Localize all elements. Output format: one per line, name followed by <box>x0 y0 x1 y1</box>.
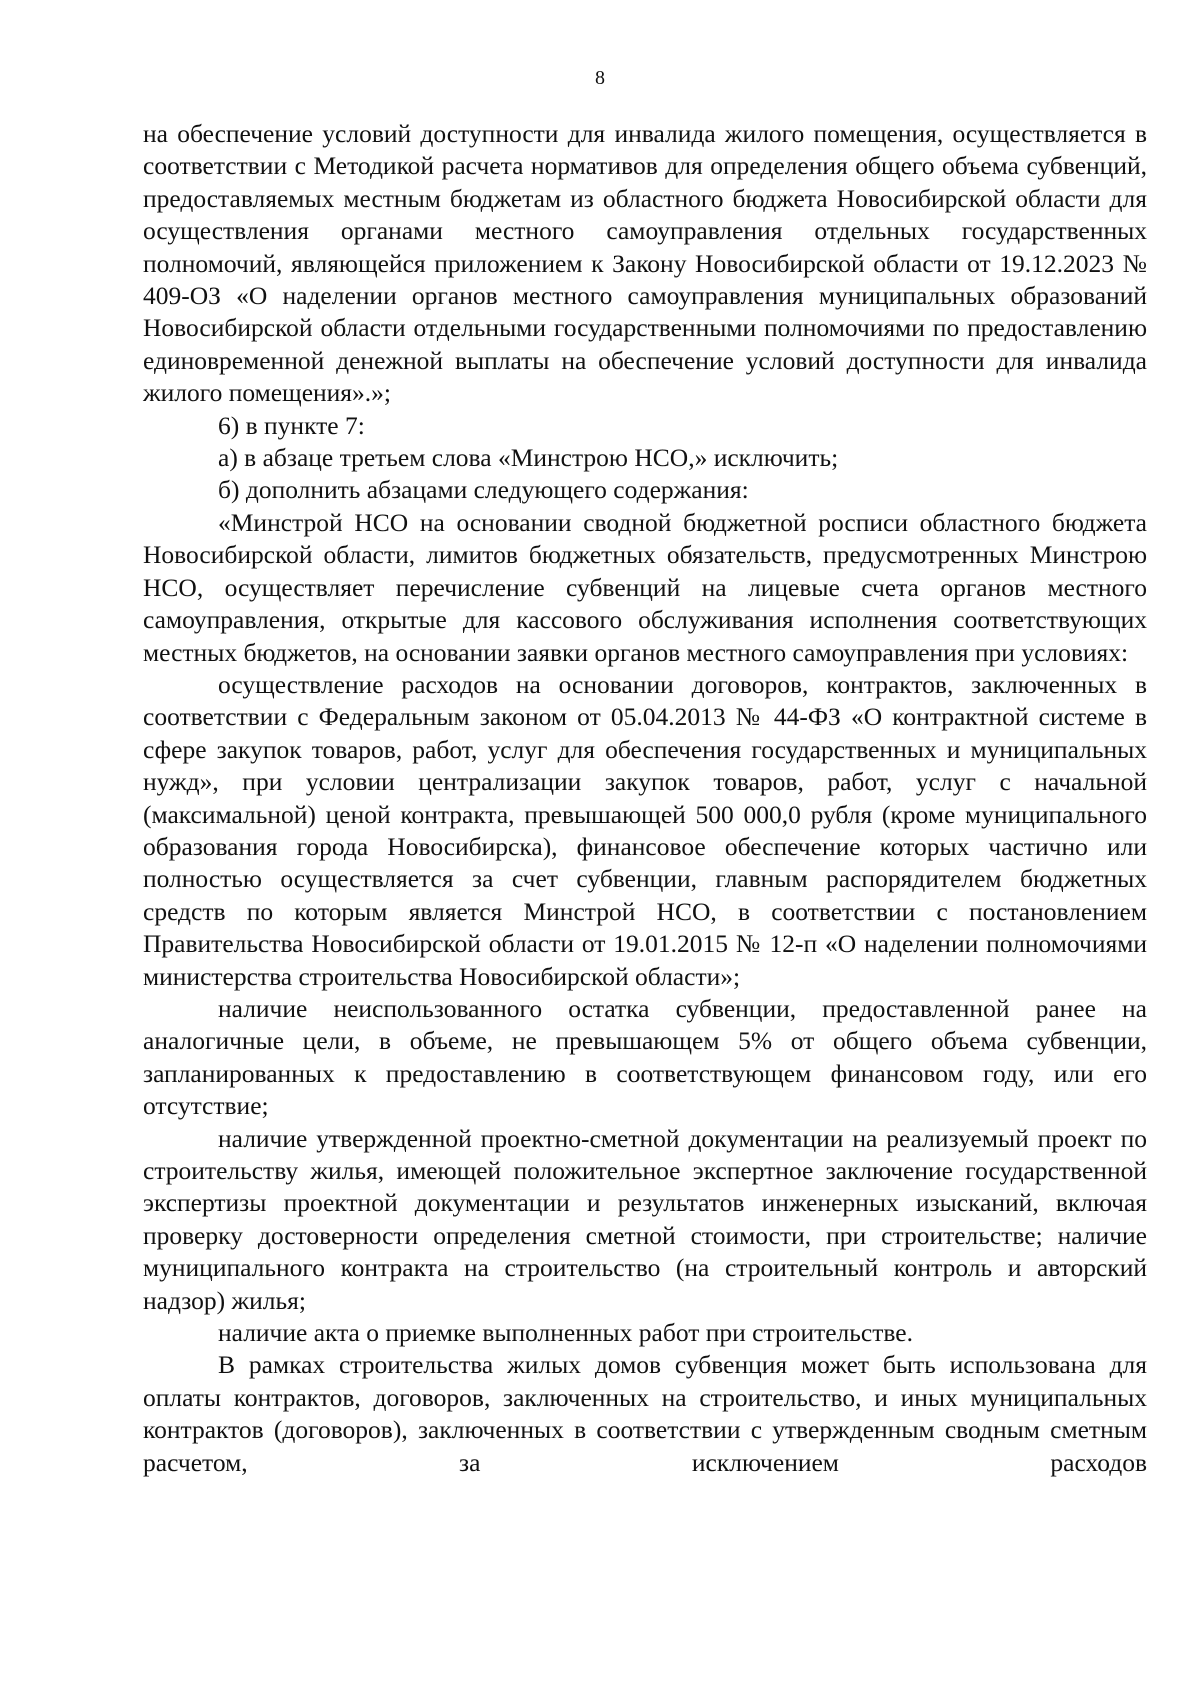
paragraph-continuation: на обеспечение условий доступности для инвалида жилого помещения, осуществляется в соответствии с Методикой расчета нормативов для определения общего объема субвенций, предоставляемых местным бюджетам из областного бюджета Новосибирской области для осуществления органами местного самоуправления отдельных государственных полномочий, являющейся приложением к Закону Новосибирской области от 19.12.2023 № 409-ОЗ «О наделении органов местного самоуправления муниципальных образований Новосибирской области отдельными государственными полномочиями по предоставлению единовременной денежной выплаты на обеспечение условий доступности для инвалида жилого помещения».»; <box>143 119 1147 408</box>
document-body <box>143 118 1147 1479</box>
paragraph-condition-contracts: осуществление расходов на основании договоров, контрактов, заключенных в соответствии с Федеральным законом от 05.04.2013 № 44-ФЗ «О контрактной системе в сфере закупок товаров, работ, услуг для обеспечения государственных и муниципальных нужд», при условии централизации закупок товаров, работ, услуг с начальной (максимальной) ценой контракта, превышающей 500 000,0 рубля (кроме муниципального образования города Новосибирска), финансовое обеспечение которых частично или полностью осуществляется за счет субвенции, главным распорядителем бюджетных средств по которым является Минстрой НСО, в соответствии с постановлением Правительства Новосибирской области от 19.01.2015 № 12-п «О наделении полномочиями министерства строительства Новосибирской области»; <box>143 669 1147 991</box>
paragraph-minstroy-transfer: «Минстрой НСО на основании сводной бюджетной росписи областного бюджета Новосибирской области, лимитов бюджетных обязательств, предусмотренных Минстрою НСО, осуществляет перечисление субвенций на лицевые счета органов местного самоуправления, открытые для кассового обслуживания исполнения соответствующих местных бюджетов, на основании заявки органов местного самоуправления при условиях: <box>143 507 1147 667</box>
paragraph-subitem-b: б) дополнить абзацами следующего содержания: <box>218 475 749 505</box>
paragraph-condition-remainder: наличие неиспользованного остатка субвенции, предоставленной ранее на аналогичные цели, в объеме, не превышающем 5% от общего объема субвенции, запланированных к предоставлению в соответствующем финансовом году, или его отсутствие; <box>143 993 1147 1121</box>
paragraph-item-6: 6) в пункте 7: <box>218 410 365 440</box>
paragraph-condition-documentation: наличие утвержденной проектно-сметной документации на реализуемый проект по строительству жилья, имеющей положительное экспертное заключение государственной экспертизы проектной документации и результатов инженерных изысканий, включая проверку достоверности определения сметной стоимости, при строительстве; наличие муниципального контракта на строительство (на строительный контроль и авторский надзор) жилья; <box>143 1123 1147 1315</box>
paragraph-housing-construction: В рамках строительства жилых домов субвенция может быть использована для оплаты контрактов, договоров, заключенных на строительство, и иных муниципальных контрактов (договоров), заключенных в соответствии с утвержденным сводным сметным расчетом, за исключением расходов <box>143 1350 1147 1477</box>
paragraph-subitem-a: а) в абзаце третьем слова «Минстрою НСО,» исключить; <box>218 443 839 473</box>
paragraph-condition-acceptance-act: наличие акта о приемке выполненных работ при строительстве. <box>218 1318 913 1348</box>
page-number: 8 <box>595 67 605 89</box>
